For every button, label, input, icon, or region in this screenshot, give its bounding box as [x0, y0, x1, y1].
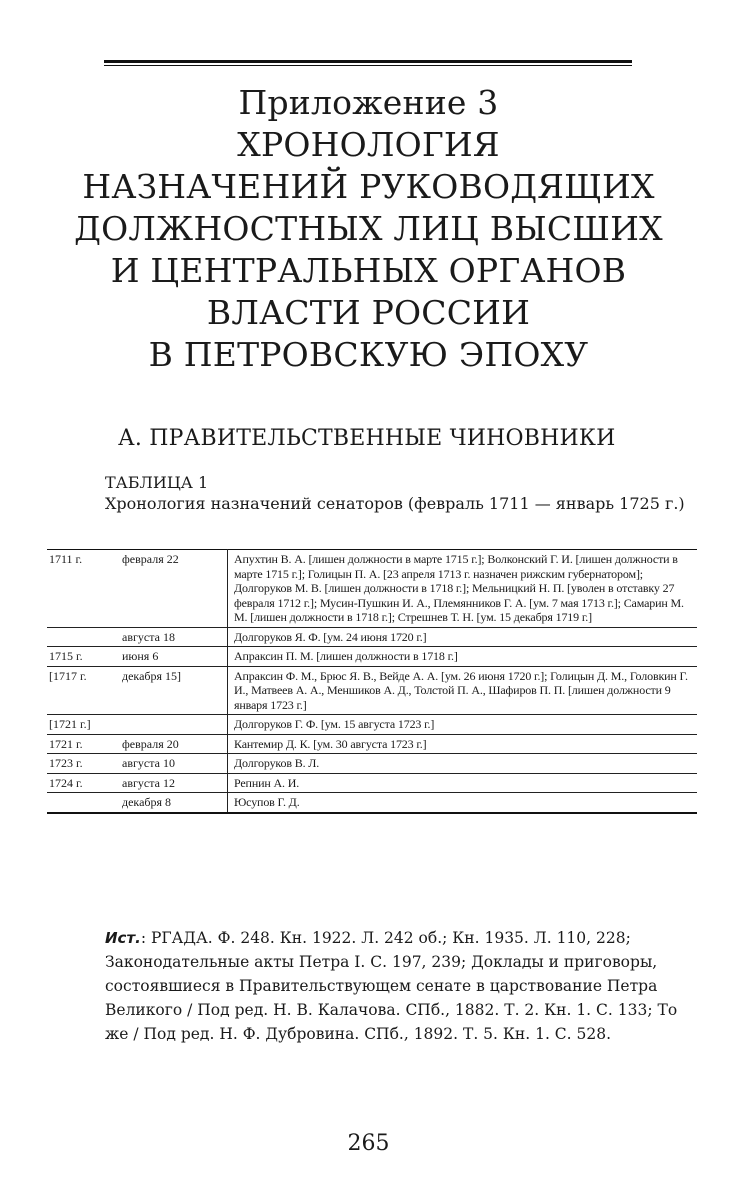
row-text: Долгоруков Г. Ф. [ум. 15 августа 1723 г.]	[228, 715, 698, 735]
page-number: 265	[347, 1131, 390, 1156]
table-row	[47, 550, 697, 628]
row-text: Долгоруков В. Л.	[228, 754, 698, 774]
table-row	[47, 773, 697, 793]
row-year: 1724 г.	[49, 775, 83, 790]
row-date: декабря 8	[122, 795, 172, 809]
title-line-6: В ПЕТРОВСКУЮ ЭПОХУ	[148, 335, 589, 374]
row-text: Апраксин П. М. [лишен должности в 1718 г.]	[228, 647, 698, 667]
row-text: Апраксин Ф. М., Брюс Я. В., Вейде А. А. [ум. 26 июня 1720 г.]; Голицын Д. М., Головкин Г. И., Матвеев А. А., Меншиков А. Д., Толстой П. А., Шафиров П. П. [лишен должности 9 января 1723 г.]	[228, 666, 698, 715]
row-year: [1721 г.]	[49, 717, 91, 731]
row-year	[47, 627, 116, 647]
table-row	[47, 715, 697, 735]
top-rule	[104, 60, 632, 66]
row-date: августа 10	[122, 756, 175, 770]
row-date	[116, 715, 228, 735]
table-row	[47, 647, 697, 667]
row-date: августа 18	[122, 629, 175, 644]
row-year: 1723 г.	[49, 756, 83, 770]
row-text: Репнин А. И.	[228, 773, 698, 793]
table-row	[47, 734, 697, 754]
row-year: [1717 г.	[49, 668, 87, 683]
senators-table	[47, 549, 697, 814]
row-year: 1715 г.	[49, 649, 83, 663]
table-row	[47, 754, 697, 774]
title-line-1: ХРОНОЛОГИЯ	[237, 125, 500, 164]
row-year: 1721 г.	[49, 736, 83, 751]
row-text: Кантемир Д. К. [ум. 30 августа 1723 г.]	[228, 734, 698, 754]
title-line-2: НАЗНАЧЕНИЙ РУКОВОДЯЩИХ	[82, 167, 655, 206]
title-line-5: ВЛАСТИ РОССИИ	[206, 293, 531, 332]
table-description: Хронология назначений сенаторов (февраль 1711 — январь 1725 г.)	[105, 494, 685, 513]
row-year: 1711 г.	[49, 552, 83, 566]
row-date: декабря 15]	[122, 668, 182, 683]
row-date: февраля 20	[122, 736, 179, 751]
sources-text: : РГАДА. Ф. 248. Кн. 1922. Л. 242 об.; Кн. 1935. Л. 110, 228; Законодательные акты Петра I. С. 197, 239; Доклады и приговоры, состоявшиеся в Правительствующем сенате в царствование Петра Великого / Под ред. Н. В. Калачова. СПб., 1882. Т. 2. Кн. 1. С. 133; То же / Под ред. Н. Ф. Дубровина. СПб., 1892. Т. 5. Кн. 1. С. 528.	[105, 929, 678, 1043]
table-row	[47, 666, 697, 715]
row-text: Апухтин В. А. [лишен должности в марте 1715 г.]; Волконский Г. И. [лишен должности в марте 1715 г.]; Голицын П. А. [23 апреля 1713 г. назначен рижским губернатором]; Долгоруков М. В. [лишен должности в 1718 г.]; Мельницкий Н. П. [уволен в отставку 27 февраля 1712 г.]; Мусин-Пушкин И. А., Племянников Г. А. [ум. 7 мая 1713 г.]; Самарин М. М. [лишен должности в 1718 г.]; Стрешнев Т. Н. [ум. 15 декабря 1719 г.]	[228, 550, 698, 628]
appendix-label: Приложение 3	[238, 83, 499, 122]
table-caption	[105, 472, 705, 514]
row-year	[47, 793, 116, 813]
sources-note	[105, 926, 695, 1046]
row-text: Юсупов Г. Д.	[228, 793, 698, 813]
sources-label: Ист.	[105, 929, 141, 947]
section-title: А. ПРАВИТЕЛЬСТВЕННЫЕ ЧИНОВНИКИ	[118, 426, 616, 451]
row-date: августа 12	[122, 775, 175, 790]
title-line-3: ДОЛЖНОСТНЫХ ЛИЦ ВЫСШИХ	[74, 209, 663, 248]
table-label: ТАБЛИЦА 1	[105, 473, 209, 492]
row-date: июня 6	[122, 649, 159, 663]
page-title	[0, 82, 737, 376]
title-line-4: И ЦЕНТРАЛЬНЫХ ОРГАНОВ	[110, 251, 627, 290]
table-row	[47, 793, 697, 813]
row-text: Долгоруков Я. Ф. [ум. 24 июня 1720 г.]	[228, 627, 698, 647]
table-row	[47, 627, 697, 647]
row-date: февраля 22	[122, 552, 179, 566]
